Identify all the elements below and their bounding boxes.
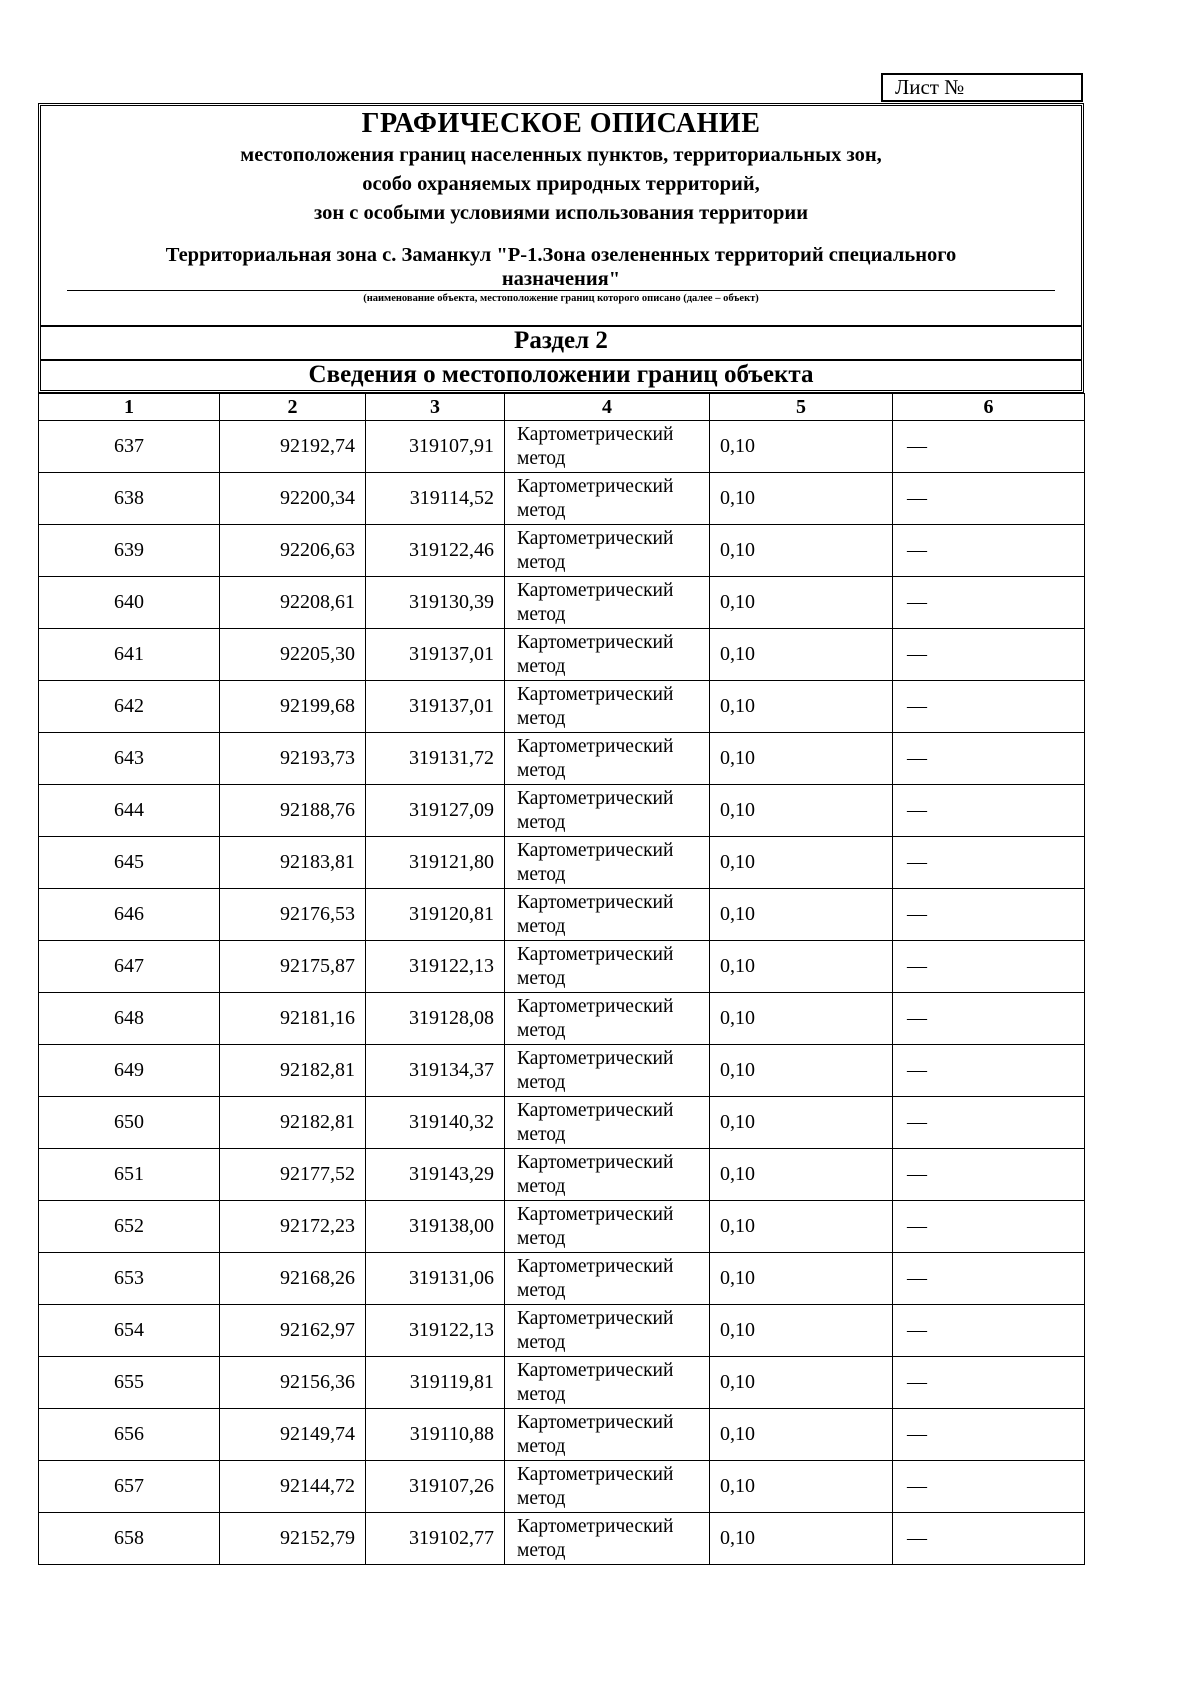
- accuracy-cell: 0,10: [710, 1253, 893, 1305]
- method-cell: Картометрический метод: [505, 577, 710, 629]
- x-coordinate-cell: 92175,87: [220, 941, 366, 993]
- accuracy-cell: 0,10: [710, 1409, 893, 1461]
- table-row: [39, 525, 1085, 577]
- table-row: [39, 577, 1085, 629]
- table-row: [39, 1149, 1085, 1201]
- method-cell: Картометрический метод: [505, 1305, 710, 1357]
- note-cell: —: [893, 1409, 1085, 1461]
- note-cell: —: [893, 1357, 1085, 1409]
- accuracy-cell: 0,10: [710, 681, 893, 733]
- method-cell: Картометрический метод: [505, 733, 710, 785]
- note-cell: —: [893, 525, 1085, 577]
- accuracy-cell: 0,10: [710, 889, 893, 941]
- note-cell: —: [893, 421, 1085, 473]
- y-coordinate-cell: 319143,29: [366, 1149, 505, 1201]
- section-title: Раздел 2: [514, 327, 608, 354]
- table-header-row: [39, 394, 1085, 421]
- point-number-cell: 655: [39, 1357, 220, 1409]
- method-cell: Картометрический метод: [505, 1409, 710, 1461]
- x-coordinate-cell: 92183,81: [220, 837, 366, 889]
- x-coordinate-cell: 92176,53: [220, 889, 366, 941]
- note-cell: —: [893, 1253, 1085, 1305]
- table-row: [39, 837, 1085, 889]
- note-cell: —: [893, 1513, 1085, 1565]
- column-header-6: 6: [893, 394, 1085, 421]
- table-row: [39, 1097, 1085, 1149]
- point-number-cell: 644: [39, 785, 220, 837]
- point-number-cell: 658: [39, 1513, 220, 1565]
- column-header-1: 1: [39, 394, 220, 421]
- y-coordinate-cell: 319131,72: [366, 733, 505, 785]
- accuracy-cell: 0,10: [710, 837, 893, 889]
- point-number-cell: 656: [39, 1409, 220, 1461]
- y-coordinate-cell: 319122,46: [366, 525, 505, 577]
- x-coordinate-cell: 92181,16: [220, 993, 366, 1045]
- table-row: [39, 473, 1085, 525]
- x-coordinate-cell: 92208,61: [220, 577, 366, 629]
- note-cell: —: [893, 1201, 1085, 1253]
- method-cell: Картометрический метод: [505, 421, 710, 473]
- method-cell: Картометрический метод: [505, 629, 710, 681]
- note-cell: —: [893, 993, 1085, 1045]
- y-coordinate-cell: 319119,81: [366, 1357, 505, 1409]
- note-cell: —: [893, 785, 1085, 837]
- method-cell: Картометрический метод: [505, 889, 710, 941]
- x-coordinate-cell: 92162,97: [220, 1305, 366, 1357]
- method-cell: Картометрический метод: [505, 1461, 710, 1513]
- note-cell: —: [893, 1097, 1085, 1149]
- y-coordinate-cell: 319114,52: [366, 473, 505, 525]
- y-coordinate-cell: 319122,13: [366, 941, 505, 993]
- object-caption: (наименование объекта, местоположение границ которого описано (далее – объект): [363, 293, 759, 304]
- point-number-cell: 645: [39, 837, 220, 889]
- column-header-3: 3: [366, 394, 505, 421]
- x-coordinate-cell: 92188,76: [220, 785, 366, 837]
- x-coordinate-cell: 92149,74: [220, 1409, 366, 1461]
- note-cell: —: [893, 733, 1085, 785]
- method-cell: Картометрический метод: [505, 525, 710, 577]
- section-subtitle: Сведения о местоположении границ объекта: [308, 361, 814, 388]
- table-row: [39, 1045, 1085, 1097]
- method-cell: Картометрический метод: [505, 785, 710, 837]
- table-row: [39, 1461, 1085, 1513]
- point-number-cell: 657: [39, 1461, 220, 1513]
- method-cell: Картометрический метод: [505, 1097, 710, 1149]
- note-cell: —: [893, 1149, 1085, 1201]
- table-row: [39, 1513, 1085, 1565]
- accuracy-cell: 0,10: [710, 1513, 893, 1565]
- column-header-5: 5: [710, 394, 893, 421]
- y-coordinate-cell: 319140,32: [366, 1097, 505, 1149]
- method-cell: Картометрический метод: [505, 1045, 710, 1097]
- sheet-number-label: Лист №: [895, 75, 965, 99]
- table-row: [39, 629, 1085, 681]
- y-coordinate-cell: 319121,80: [366, 837, 505, 889]
- point-number-cell: 654: [39, 1305, 220, 1357]
- note-cell: —: [893, 1461, 1085, 1513]
- y-coordinate-cell: 319128,08: [366, 993, 505, 1045]
- y-coordinate-cell: 319127,09: [366, 785, 505, 837]
- zone-name-line-2: назначения": [501, 268, 621, 290]
- accuracy-cell: 0,10: [710, 473, 893, 525]
- x-coordinate-cell: 92156,36: [220, 1357, 366, 1409]
- sheet-number-box: [881, 73, 1083, 102]
- method-cell: Картометрический метод: [505, 1201, 710, 1253]
- table-row: [39, 733, 1085, 785]
- y-coordinate-cell: 319107,26: [366, 1461, 505, 1513]
- y-coordinate-cell: 319138,00: [366, 1201, 505, 1253]
- note-cell: —: [893, 681, 1085, 733]
- note-cell: —: [893, 941, 1085, 993]
- point-number-cell: 646: [39, 889, 220, 941]
- method-cell: Картометрический метод: [505, 837, 710, 889]
- table-row: [39, 1201, 1085, 1253]
- x-coordinate-cell: 92182,81: [220, 1097, 366, 1149]
- accuracy-cell: 0,10: [710, 1045, 893, 1097]
- note-cell: —: [893, 473, 1085, 525]
- accuracy-cell: 0,10: [710, 941, 893, 993]
- point-number-cell: 651: [39, 1149, 220, 1201]
- point-number-cell: 653: [39, 1253, 220, 1305]
- table-row: [39, 1357, 1085, 1409]
- x-coordinate-cell: 92177,52: [220, 1149, 366, 1201]
- zone-name-line-1: Территориальная зона с. Заманкул "Р-1.Зона озелененных территорий специального: [165, 244, 957, 266]
- point-number-cell: 649: [39, 1045, 220, 1097]
- accuracy-cell: 0,10: [710, 733, 893, 785]
- accuracy-cell: 0,10: [710, 1305, 893, 1357]
- note-cell: —: [893, 1305, 1085, 1357]
- point-number-cell: 643: [39, 733, 220, 785]
- zone-name-underline: [67, 290, 1055, 291]
- x-coordinate-cell: 92172,23: [220, 1201, 366, 1253]
- point-number-cell: 638: [39, 473, 220, 525]
- table-row: [39, 421, 1085, 473]
- column-header-4: 4: [505, 394, 710, 421]
- method-cell: Картометрический метод: [505, 993, 710, 1045]
- y-coordinate-cell: 319110,88: [366, 1409, 505, 1461]
- table-row: [39, 681, 1085, 733]
- y-coordinate-cell: 319107,91: [366, 421, 505, 473]
- method-cell: Картометрический метод: [505, 681, 710, 733]
- table-row: [39, 1409, 1085, 1461]
- method-cell: Картометрический метод: [505, 941, 710, 993]
- note-cell: —: [893, 889, 1085, 941]
- y-coordinate-cell: 319137,01: [366, 629, 505, 681]
- document-header: [38, 103, 1084, 393]
- table-row: [39, 785, 1085, 837]
- method-cell: Картометрический метод: [505, 1253, 710, 1305]
- note-cell: —: [893, 629, 1085, 681]
- point-number-cell: 641: [39, 629, 220, 681]
- coordinates-table: [38, 393, 1085, 1565]
- y-coordinate-cell: 319131,06: [366, 1253, 505, 1305]
- accuracy-cell: 0,10: [710, 993, 893, 1045]
- table-row: [39, 1305, 1085, 1357]
- x-coordinate-cell: 92152,79: [220, 1513, 366, 1565]
- accuracy-cell: 0,10: [710, 577, 893, 629]
- method-cell: Картометрический метод: [505, 473, 710, 525]
- accuracy-cell: 0,10: [710, 1357, 893, 1409]
- note-cell: —: [893, 1045, 1085, 1097]
- x-coordinate-cell: 92206,63: [220, 525, 366, 577]
- accuracy-cell: 0,10: [710, 421, 893, 473]
- x-coordinate-cell: 92205,30: [220, 629, 366, 681]
- note-cell: —: [893, 837, 1085, 889]
- table-row: [39, 941, 1085, 993]
- x-coordinate-cell: 92200,34: [220, 473, 366, 525]
- subtitle-line-1: местоположения границ населенных пунктов, территориальных зон,: [240, 144, 882, 166]
- x-coordinate-cell: 92144,72: [220, 1461, 366, 1513]
- point-number-cell: 642: [39, 681, 220, 733]
- point-number-cell: 648: [39, 993, 220, 1045]
- accuracy-cell: 0,10: [710, 1149, 893, 1201]
- method-cell: Картометрический метод: [505, 1513, 710, 1565]
- method-cell: Картометрический метод: [505, 1149, 710, 1201]
- accuracy-cell: 0,10: [710, 1201, 893, 1253]
- point-number-cell: 637: [39, 421, 220, 473]
- point-number-cell: 650: [39, 1097, 220, 1149]
- point-number-cell: 640: [39, 577, 220, 629]
- y-coordinate-cell: 319134,37: [366, 1045, 505, 1097]
- accuracy-cell: 0,10: [710, 785, 893, 837]
- subtitle-line-3: зон с особыми условиями использования территории: [313, 202, 809, 224]
- table-row: [39, 993, 1085, 1045]
- table-row: [39, 1253, 1085, 1305]
- x-coordinate-cell: 92192,74: [220, 421, 366, 473]
- document-title: ГРАФИЧЕСКОЕ ОПИСАНИЕ: [361, 108, 761, 139]
- x-coordinate-cell: 92193,73: [220, 733, 366, 785]
- accuracy-cell: 0,10: [710, 1461, 893, 1513]
- x-coordinate-cell: 92182,81: [220, 1045, 366, 1097]
- point-number-cell: 639: [39, 525, 220, 577]
- accuracy-cell: 0,10: [710, 525, 893, 577]
- x-coordinate-cell: 92168,26: [220, 1253, 366, 1305]
- x-coordinate-cell: 92199,68: [220, 681, 366, 733]
- y-coordinate-cell: 319120,81: [366, 889, 505, 941]
- accuracy-cell: 0,10: [710, 1097, 893, 1149]
- y-coordinate-cell: 319102,77: [366, 1513, 505, 1565]
- method-cell: Картометрический метод: [505, 1357, 710, 1409]
- y-coordinate-cell: 319130,39: [366, 577, 505, 629]
- subtitle-line-2: особо охраняемых природных территорий,: [362, 173, 760, 195]
- y-coordinate-cell: 319122,13: [366, 1305, 505, 1357]
- table-row: [39, 889, 1085, 941]
- point-number-cell: 652: [39, 1201, 220, 1253]
- note-cell: —: [893, 577, 1085, 629]
- accuracy-cell: 0,10: [710, 629, 893, 681]
- column-header-2: 2: [220, 394, 366, 421]
- point-number-cell: 647: [39, 941, 220, 993]
- y-coordinate-cell: 319137,01: [366, 681, 505, 733]
